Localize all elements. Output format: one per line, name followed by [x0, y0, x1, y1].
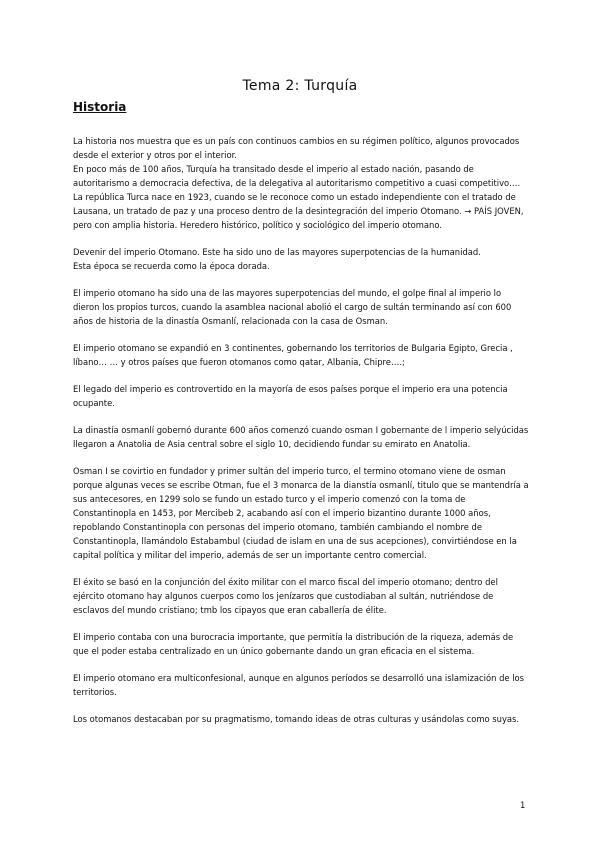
document-body [73, 134, 529, 726]
paragraph: El imperio contaba con una burocracia importante, que permitía la distribución de la riqueza, además de que el poder estaba centralizado en un único gobernante dando un gran eficacia en el sistema. [73, 632, 514, 656]
paragraph: El imperio otomano ha sido una de las mayores superpotencias del mundo, el golpe final al imperio lo dieron los propios turcos, cuando la asamblea nacional abolió el cargo de sultán terminando así con 600 años de historia de la dinastía Osmanlí, relacionada con la casa de Osman. [73, 288, 512, 326]
paragraph: La dinastía osmanlí gobernó durante 600 años comenzó cuando osman I gobernante de l imperio selyúcidas llegaron a Anatolia de Asia central sobre el siglo 10, decidiendo fundar su emirato en Anatolia. [73, 425, 529, 449]
paragraph: El éxito se basó en la conjunción del éxito militar con el marco fiscal del imperio otomano; dentro del ejército otomano hay algunos cuerpos como los jenízaros que custodiaban al sultán, nutriéndose de esclavos del mundo cristiano; tmb los cipayos que eran caballería de élite. [73, 577, 498, 615]
paragraph: La historia nos muestra que es un país con continuos cambios en su régimen político, algunos provocados desde el exterior y otros por el interior. [73, 136, 520, 160]
paragraph: La república Turca nace en 1923, cuando se le reconoce como un estado independiente con el tratado de Lausana, un tratado de paz y una proceso dentro de la desintegración del imperio Otomano. → PAÍS JOVEN, pero con amplia historia. Heredero histórico, político y sociológico del imperio otomano. [73, 192, 524, 230]
paragraph: Esta época se recuerda como la época dorada. [73, 261, 270, 271]
paragraph: El legado del imperio es controvertido en la mayoría de esos países porque el imperio era una potencia ocupante. [73, 384, 508, 408]
paragraph: Devenir del imperio Otomano. Este ha sido uno de las mayores superpotencias de la humanidad. [73, 247, 481, 257]
page-title: Tema 2: Turquía [242, 78, 358, 94]
paragraph: En poco más de 100 años, Turquía ha transitado desde el imperio al estado nación, pasando de autoritarismo a democracia defectiva, de la delegativa al autoritarismo competitivo a cuasi competitivo…. [73, 164, 521, 188]
section-heading: Historia [73, 100, 127, 114]
page-number: 1 [520, 800, 526, 810]
paragraph: Osman I se covirtio en fundador y primer sultán del imperio turco, el termino otomano viene de osman porque algunas veces se escribe Otman, fue el 3 monarca de la dianstía osmanlí, titulo que se mantendría a sus antecesores, en 1299 solo se fundo un estado turco y el imperio comenzó con la toma de Constantinopla en 1453, por Mercibeb 2, acabando así con el imperio bizantino durante 1000 años, repoblando Constantinopla con personas del imperio otomano, también cambiando el nombre de Constantinopla, llamándolo Estabambul (ciudad de islam en una de sus acepciones), convirtiéndose en la capital política y militar del imperio, además de ser un importante centro comercial. [73, 466, 529, 560]
paragraph: Los otomanos destacaban por su pragmatismo, tomando ideas de otras culturas y usándolas como suyas. [73, 714, 520, 724]
paragraph: El imperio otomano era multiconfesional, aunque en algunos períodos se desarrolló una islamización de los territorios. [73, 673, 525, 697]
paragraph: El imperio otomano se expandió en 3 continentes, gobernando los territorios de Bulgaria Egipto, Grecia , líbano… … y otros países que fueron otomanos como qatar, Albania, Chipre….; [73, 343, 513, 367]
